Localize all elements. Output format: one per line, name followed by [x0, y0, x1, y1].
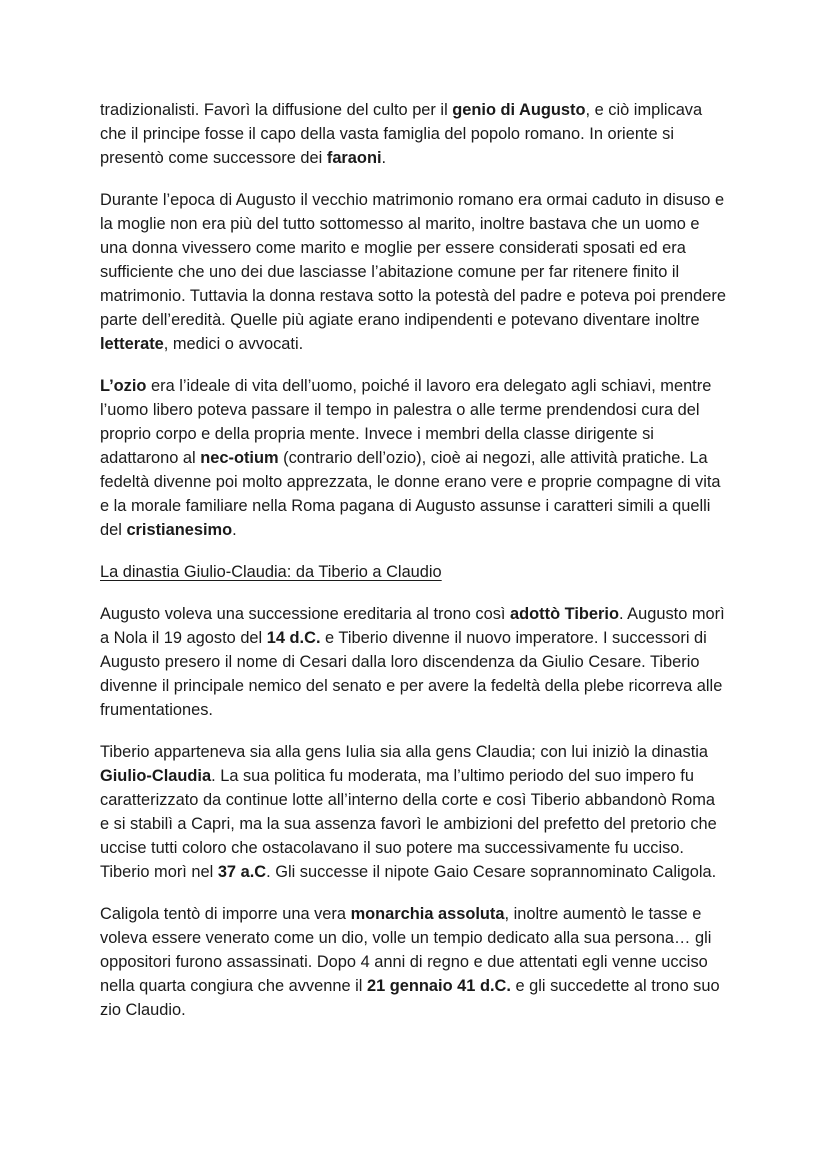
text-span: , e ciò implicava che il principe fosse il capo della vasta famiglia del popolo romano. In oriente si presentò come successore dei	[100, 101, 703, 167]
text-span: Tiberio apparteneva sia alla gens Iulia sia alla gens Claudia; con lui iniziò la dinastia	[100, 743, 709, 761]
text-span: era l’ideale di vita dell’uomo, poiché il lavoro era delegato agli schiavi, mentre l’uomo libero poteva passare il tempo in palestra o alle terme prendendosi cura del proprio corpo e della propria mente. Invece i membri della classe dirigente si adattarono al	[100, 377, 712, 467]
text-span: Caligola tentò di imporre una vera	[100, 905, 351, 923]
text-span: .	[381, 149, 387, 167]
paragraph-augustus-cult	[100, 98, 728, 170]
bold-term: 21 gennaio 41 d.C.	[366, 977, 511, 995]
bold-term: nec-otium	[200, 449, 279, 467]
bold-term: cristianesimo	[126, 521, 233, 539]
paragraph-tiberius-reign	[100, 740, 728, 884]
text-span: Durante l’epoca di Augusto il vecchio matrimonio romano era ormai caduto in disuso e la moglie non era più del tutto sottomesso al marito, inoltre bastava che un uomo e una donna vivessero come marito e moglie per essere considerati sposati ed era sufficiente che uno dei due lasciasse l’abitazione comune per far ritenere finito il matrimonio. Tuttavia la donna restava sotto la potestà del padre e poteva poi prendere parte dell’eredità. Quelle più agiate erano indipendenti e potevano diventare inoltre	[100, 191, 726, 329]
paragraph-roman-marriage	[100, 188, 728, 356]
section-heading	[100, 560, 728, 584]
section-heading-text: La dinastia Giulio-Claudia: da Tiberio a Claudio	[100, 563, 442, 581]
paragraph-tiberius-succession	[100, 602, 728, 722]
bold-term: adottò Tiberio	[510, 605, 619, 623]
bold-term: monarchia assoluta	[350, 905, 505, 923]
text-span: . Augusto morì a Nola il 19 agosto del	[100, 605, 725, 647]
text-span: . Gli successe il nipote Gaio Cesare soprannominato Caligola.	[266, 863, 717, 881]
bold-term: faraoni	[326, 149, 382, 167]
bold-term: letterate	[100, 335, 164, 353]
bold-term: 37 a.C	[217, 863, 267, 881]
text-span: , medici o avvocati.	[163, 335, 304, 353]
paragraph-caligula	[100, 902, 728, 1022]
text-span: .	[232, 521, 237, 539]
text-span: e Tiberio divenne il nuovo imperatore. I successori di Augusto presero il nome di Cesari dalla loro discendenza da Giulio Cesare. Tiberio divenne il principale nemico del senato e per avere la fedeltà della plebe ricorreva alle frumentationes.	[100, 629, 723, 719]
text-span: Augusto voleva una successione ereditaria al trono così	[100, 605, 511, 623]
text-span: e gli succedette al trono suo zio Claudio.	[100, 977, 720, 1019]
text-span: . La sua politica fu moderata, ma l’ultimo periodo del suo impero fu caratterizzato da continue lotte all’interno della corte e così Tiberio abbandonò Roma e si stabilì a Capri, ma la sua assenza favorì le ambizioni del prefetto del pretorio che uccise tutti coloro che ostacolavano il suo potere ma successivamente fu ucciso. Tiberio morì nel	[100, 767, 717, 881]
bold-term: genio di Augusto	[452, 101, 586, 119]
text-span: , inoltre aumentò le tasse e voleva essere venerato come un dio, volle un tempio dedicato alla sua persona… gli oppositori furono assassinati. Dopo 4 anni di regno e due attentati egli venne ucciso nella quarta congiura che avvenne il	[100, 905, 712, 995]
text-span: tradizionalisti. Favorì la diffusione del culto per il	[100, 101, 453, 119]
bold-term: Giulio-Claudia	[100, 767, 212, 785]
text-span: (contrario dell’ozio), cioè ai negozi, alle attività pratiche. La fedeltà divenne poi molto apprezzata, le donne erano vere e proprie compagne di vita e la morale familiare nella Roma pagana di Augusto assunse i caratteri simili a quelli del	[100, 449, 721, 539]
bold-term: 14 d.C.	[266, 629, 321, 647]
paragraph-otium	[100, 374, 728, 542]
bold-term: L’ozio	[100, 377, 147, 395]
